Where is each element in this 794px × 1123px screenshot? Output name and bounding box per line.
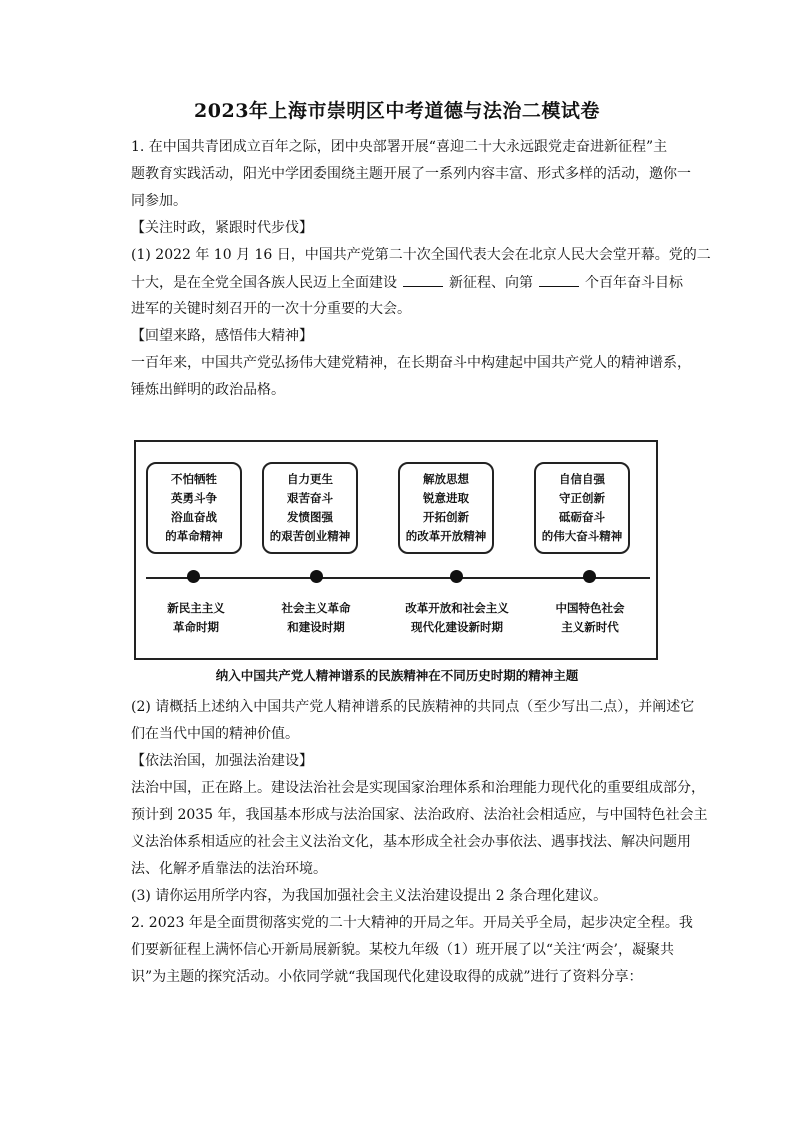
period-line: 革命时期: [173, 620, 219, 634]
q1-text-line: 1. 在中国共青团成立百年之际，团中央部署开展“喜迎二十大永远跟党走奋进新征程”主: [131, 139, 668, 155]
spirit-line: 守正创新: [559, 491, 605, 505]
spirit-line: 英勇斗争: [171, 491, 217, 505]
q1-text-line: (2) 请概括上述纳入中国共产党人精神谱系的民族精神的共同点（至少写出二点），并阐述它: [131, 699, 695, 715]
section-heading: 【依法治国，加强法治建设】: [131, 753, 313, 769]
period-line: 和建设时期: [287, 620, 345, 634]
q1-text-line: 法治中国，正在路上。建设法治社会是实现国家治理体系和治理能力现代化的重要组成部分，: [131, 780, 705, 796]
q1-text-line: 法、化解矛盾靠法的法治环境。: [131, 861, 327, 877]
figure-caption: 纳入中国共产党人精神谱系的民族精神在不同历史时期的精神主题: [215, 668, 579, 683]
spirit-timeline-figure: [134, 440, 658, 660]
spirit-line: 艰苦奋斗: [287, 491, 333, 505]
timeline-dot: [310, 570, 323, 583]
q1-text-line: 同参加。: [131, 193, 187, 209]
q1-text-line: 锤炼出鲜明的政治品格。: [131, 382, 285, 398]
q1-text-segment: 新征程、向第: [449, 275, 533, 291]
spirit-box: [262, 462, 358, 554]
q2-text-line: 识”为主题的探究活动。小依同学就“我国现代化建设取得的成就”进行了资料分享：: [131, 969, 643, 985]
spirit-line: 的艰苦创业精神: [269, 529, 351, 543]
spirit-line: 自力更生: [287, 472, 333, 486]
timeline-axis: [146, 577, 650, 579]
q1-text-line: 一百年来，中国共产党弘扬伟大建党精神，在长期奋斗中构建起中国共产党人的精神谱系，: [131, 355, 691, 371]
spirit-line: 砥砺奋斗: [559, 510, 605, 524]
timeline-dot: [187, 570, 200, 583]
period-label: [271, 599, 361, 637]
spirit-line: 发愤图强: [287, 510, 333, 524]
q1-text-line: 预计到 2035 年，我国基本形成与法治国家、法治政府、法治社会相适应，与中国特色社会主: [131, 807, 708, 823]
q1-text-line: (3) 请你运用所学内容，为我国加强社会主义法治建设提出 2 条合理化建议。: [131, 888, 608, 904]
q1-text-line: 义法治体系相适应的社会主义法治文化，基本形成全社会办事依法、遇事找法、解决问题用: [131, 834, 691, 850]
period-line: 主义新时代: [561, 620, 619, 634]
q1-text-line: 进军的关键时刻召开的一次十分重要的大会。: [131, 301, 411, 317]
q1-text-segment: 十大，是在全党全国各族人民迈上全面建设: [131, 275, 397, 291]
page-title: 2023年上海市崇明区中考道德与法治二模试卷: [194, 100, 600, 122]
section-heading: 【关注时政，紧跟时代步伐】: [131, 220, 313, 236]
period-label: [394, 599, 520, 637]
q1-text-line: 们在当代中国的精神价值。: [131, 726, 299, 742]
q2-text-line: 们要新征程上满怀信心开新局展新貌。某校九年级（1）班开展了以“关注‘两会’，凝聚共: [131, 942, 674, 958]
spirit-box: [146, 462, 242, 554]
period-label: [156, 599, 236, 637]
timeline-dot: [450, 570, 463, 583]
answer-blank[interactable]: [539, 272, 579, 287]
spirit-line: 的革命精神: [165, 529, 223, 543]
period-line: 新民主主义: [167, 601, 225, 615]
spirit-line: 的改革开放精神: [405, 529, 487, 543]
section-heading: 【回望来路，感悟伟大精神】: [131, 328, 313, 344]
answer-blank[interactable]: [403, 272, 443, 287]
spirit-box: [534, 462, 630, 554]
period-line: 现代化建设新时期: [411, 620, 503, 634]
period-line: 中国特色社会: [555, 601, 625, 615]
timeline-dot: [583, 570, 596, 583]
spirit-line: 不怕牺牲: [171, 472, 217, 486]
period-label: [542, 599, 638, 637]
spirit-box: [398, 462, 494, 554]
spirit-line: 开拓创新: [423, 510, 469, 524]
spirit-line: 的伟大奋斗精神: [541, 529, 623, 543]
q1-fill-blank-line: [131, 272, 683, 293]
spirit-line: 锐意进取: [423, 491, 469, 505]
period-line: 社会主义革命: [281, 601, 351, 615]
q2-text-line: 2. 2023 年是全面贯彻落实党的二十大精神的开局之年。开局关乎全局，起步决定全程。我: [131, 915, 693, 931]
q1-text-segment: 个百年奋斗目标: [585, 275, 683, 291]
spirit-line: 自信自强: [559, 472, 605, 486]
period-line: 改革开放和社会主义: [405, 601, 509, 615]
q1-text-line: (1) 2022 年 10 月 16 日，中国共产党第二十次全国代表大会在北京人民大会堂开幕。党的二: [131, 247, 711, 263]
q1-text-line: 题教育实践活动，阳光中学团委围绕主题开展了一系列内容丰富、形式多样的活动，邀你一: [131, 166, 691, 182]
spirit-line: 解放思想: [423, 472, 469, 486]
spirit-line: 浴血奋战: [171, 510, 217, 524]
